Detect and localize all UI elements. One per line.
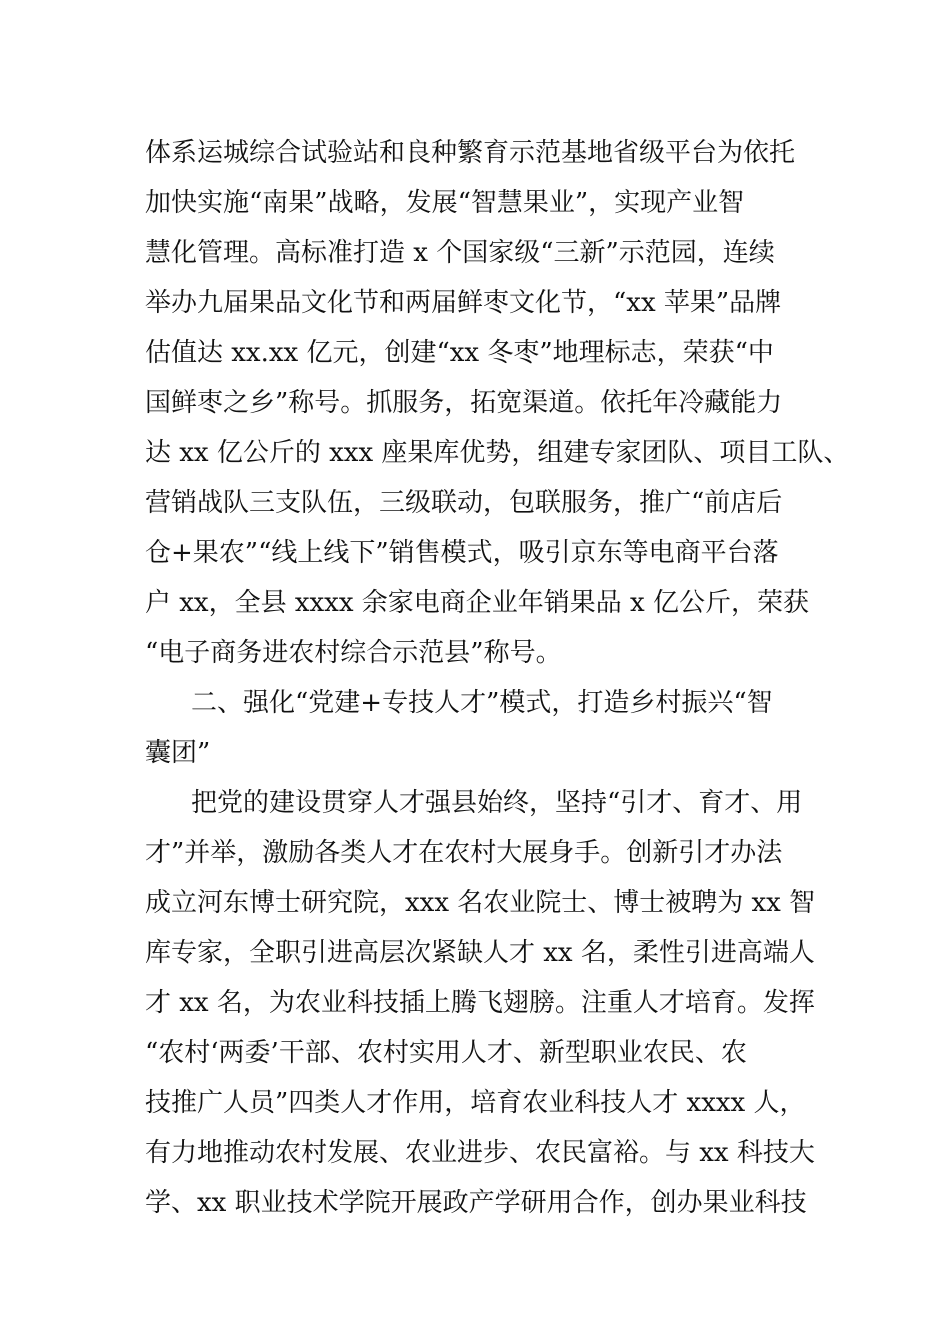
text-line: 举办九届果品文化节和两届鲜枣文化节，“xx 苹果”品牌 xyxy=(145,288,782,318)
text-line: “电子商务进农村综合示范县”称号。 xyxy=(145,638,562,668)
text-line: 营销战队三支队伍，三级联动，包联服务，推广“前店后 xyxy=(145,488,783,518)
text-line: 学、xx 职业技术学院开展政产学研用合作，创办果业科技 xyxy=(145,1188,807,1218)
text-line: 户 xx，全县 xxxx 余家电商企业年销果品 x 亿公斤，荣获 xyxy=(145,588,809,618)
text-line: 仓+果农”“线上线下”销售模式，吸引京东等电商平台落 xyxy=(145,538,779,568)
section-heading-line: 二、强化“党建+专技人才”模式，打造乡村振兴“智 xyxy=(191,688,773,718)
text-line: 国鲜枣之乡”称号。抓服务，拓宽渠道。依托年冷藏能力 xyxy=(145,388,783,418)
text-line: 才 xx 名，为农业科技插上腾飞翅膀。注重人才培育。发挥 xyxy=(145,988,815,1018)
text-line: “农村‘两委’干部、农村实用人才、新型职业农民、农 xyxy=(145,1038,747,1068)
paragraph-first-line: 把党的建设贯穿人才强县始终，坚持“引才、育才、用 xyxy=(191,788,803,818)
text-line: 慧化管理。高标准打造 x 个国家级“三新”示范园，连续 xyxy=(145,238,775,268)
text-line: 有力地推动农村发展、农业进步、农民富裕。与 xx 科技大 xyxy=(145,1138,815,1168)
document-body xyxy=(145,128,850,1228)
text-line: 达 xx 亿公斤的 xxx 座果库优势，组建专家团队、项目工队、 xyxy=(145,438,850,468)
text-line: 加快实施“南果”战略，发展“智慧果业”，实现产业智 xyxy=(145,188,745,218)
text-line: 库专家，全职引进高层次紧缺人才 xx 名，柔性引进高端人 xyxy=(145,938,815,968)
text-line: 才”并举，激励各类人才在农村大展身手。创新引才办法 xyxy=(145,838,783,868)
section-heading-line: 囊团” xyxy=(145,738,211,768)
text-line: 估值达 xx.xx 亿元，创建“xx 冬枣”地理标志，荣获“中 xyxy=(145,338,774,368)
text-line: 体系运城综合试验站和良种繁育示范基地省级平台为依托 xyxy=(145,138,796,168)
text-line: 技推广人员”四类人才作用，培育农业科技人才 xxxx 人， xyxy=(145,1088,806,1118)
text-line: 成立河东博士研究院，xxx 名农业院士、博士被聘为 xx 智 xyxy=(145,888,816,918)
